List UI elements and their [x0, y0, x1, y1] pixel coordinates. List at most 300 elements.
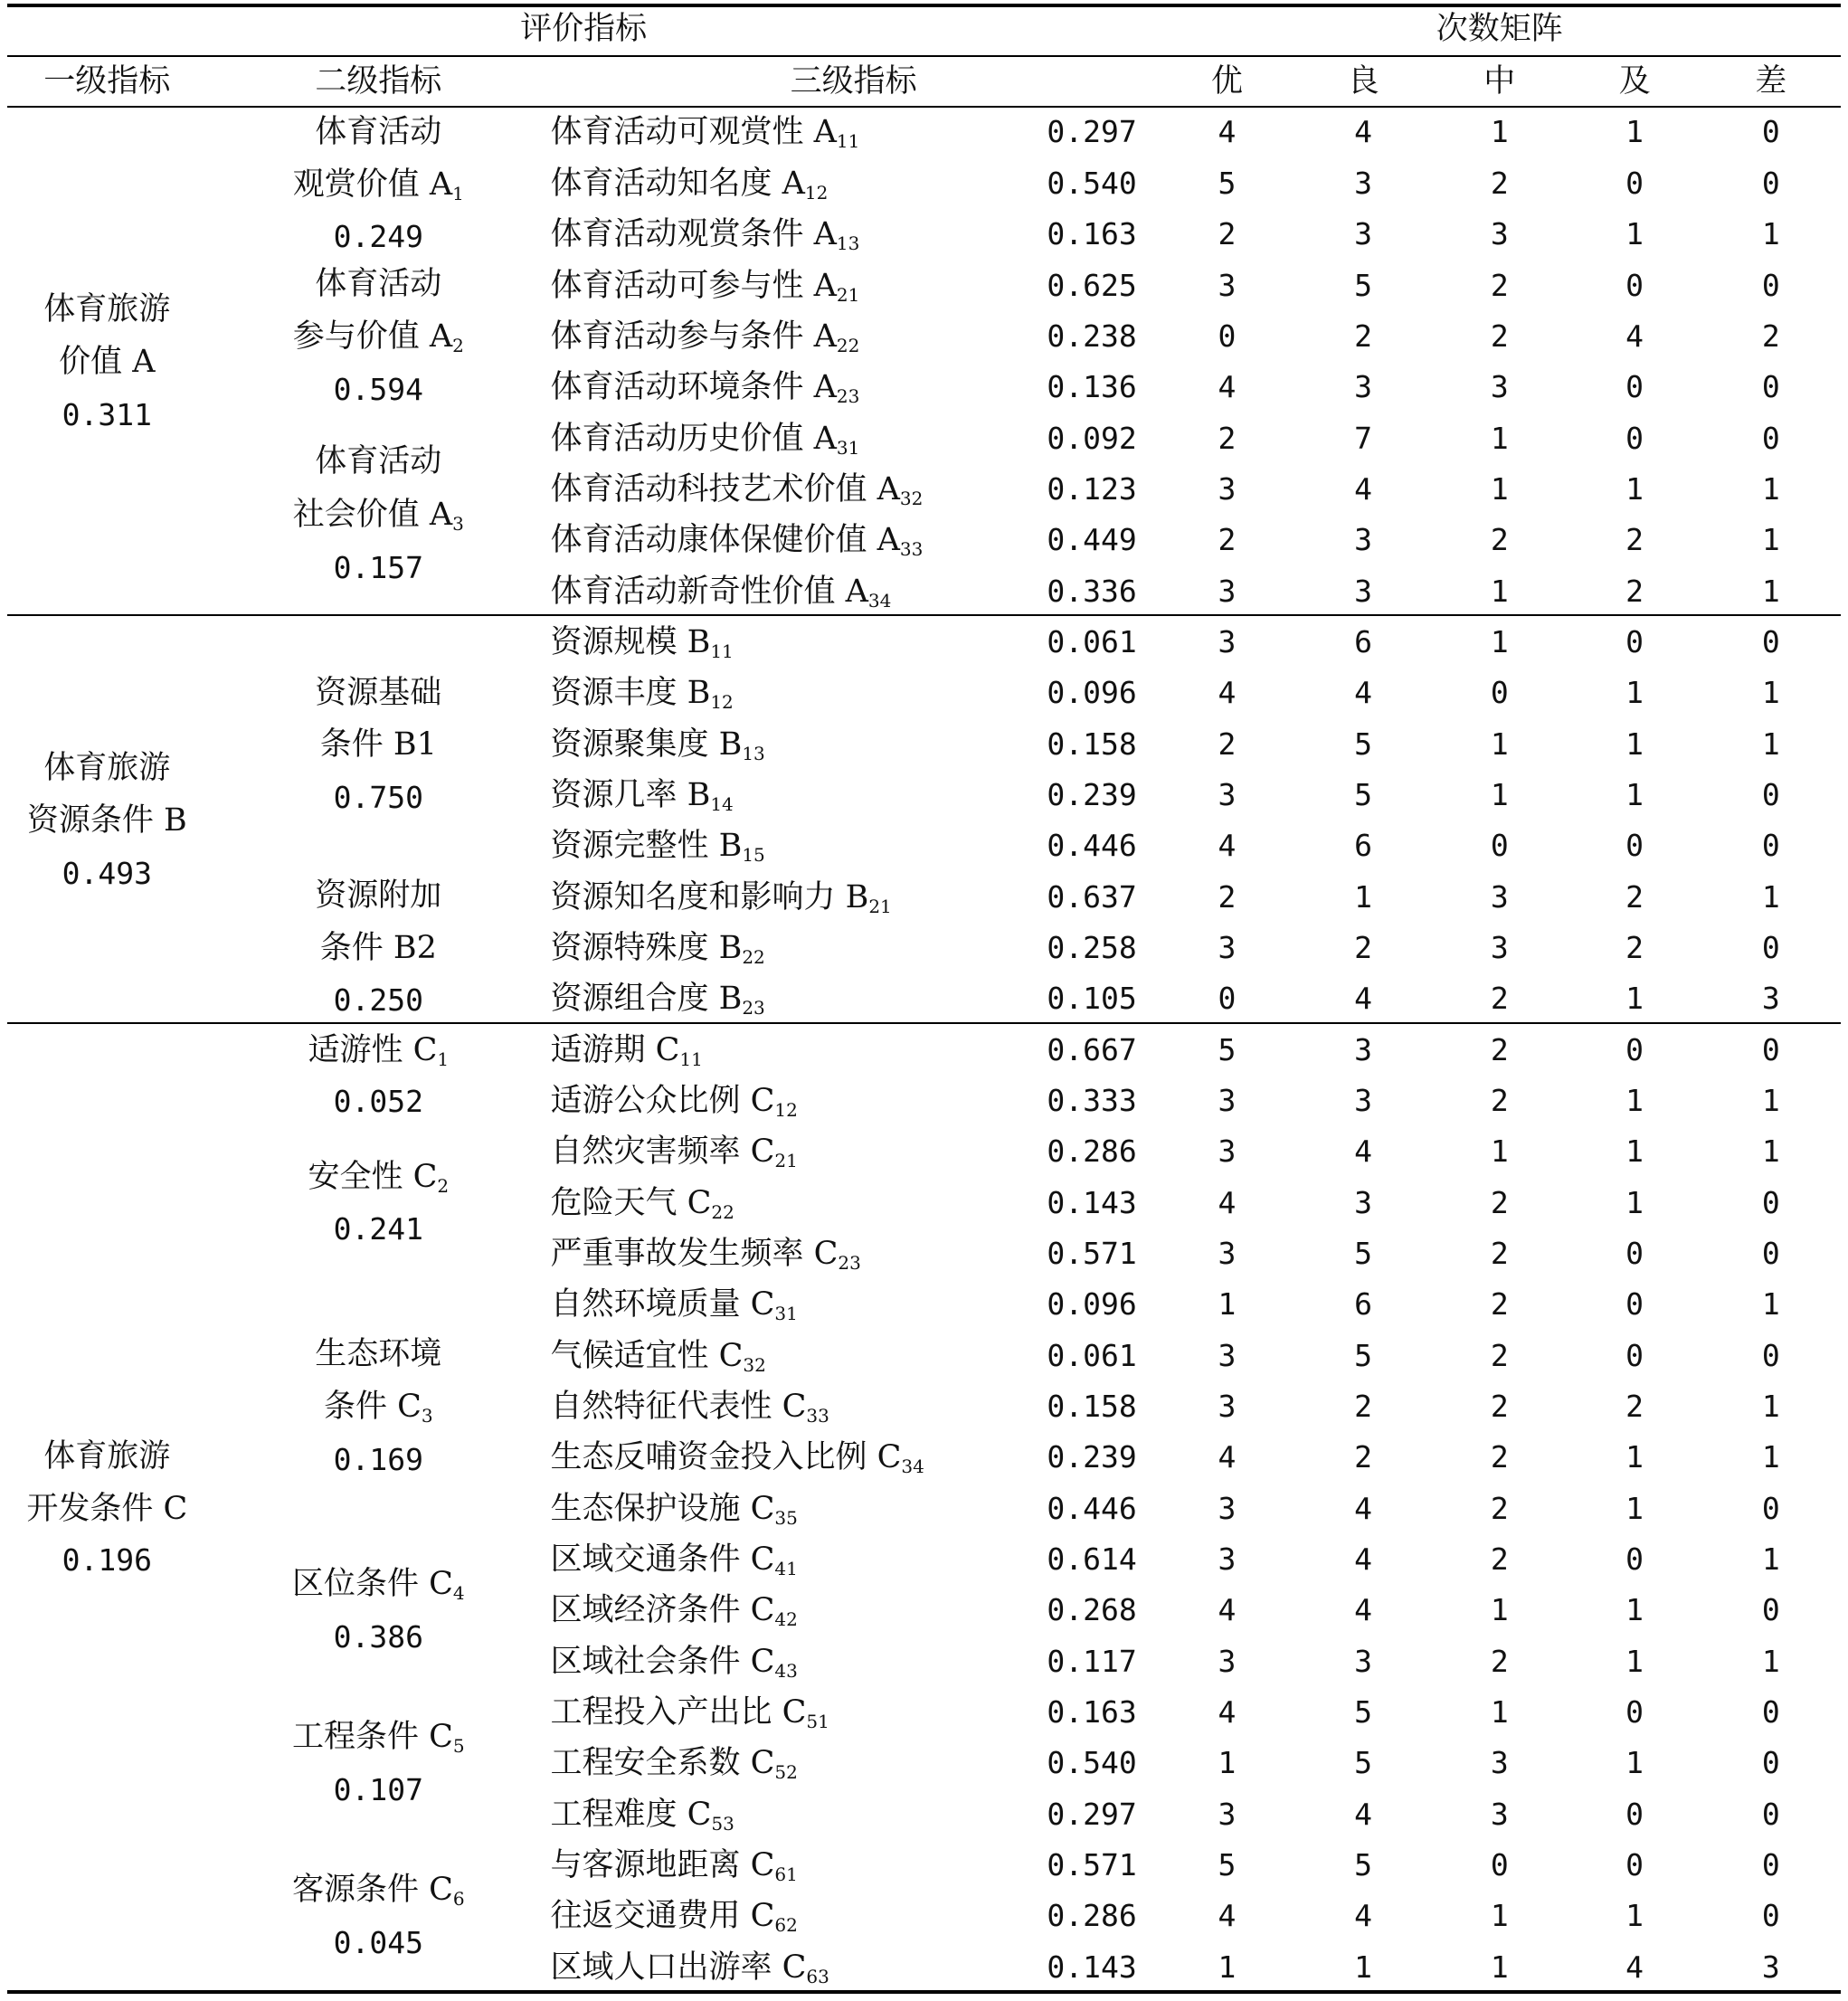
frequency-count: 1	[1490, 1592, 1509, 1628]
frequency-count: 0	[1625, 1694, 1644, 1731]
frequency-count: 5	[1354, 1694, 1373, 1731]
indicator-name: 资源特殊度 $B_{22}$	[550, 929, 765, 968]
frequency-count: 6	[1354, 828, 1373, 864]
frequency-count: 3	[1354, 1031, 1373, 1067]
frequency-count: 2	[1490, 1286, 1509, 1323]
level2-indicator: 0.250	[333, 982, 423, 1018]
indicator-name: 气候适宜性 $C_{32}$	[550, 1337, 766, 1376]
level2-indicator: 0.241	[333, 1211, 423, 1247]
frequency-count: 2	[1625, 878, 1644, 915]
frequency-count: 0	[1625, 267, 1644, 303]
subscript: 32	[899, 487, 924, 509]
subscript: 42	[774, 1608, 798, 1631]
indicator-weight: 0.123	[1047, 470, 1137, 507]
level1-indicator: 0.493	[62, 856, 152, 892]
indicator-weight: 0.336	[1047, 573, 1137, 609]
subscript: 51	[806, 1711, 829, 1733]
frequency-count: 1	[1490, 114, 1509, 150]
indicator-name: 资源知名度和影响力 $B_{21}$	[550, 878, 892, 917]
subscript: 1	[452, 183, 464, 205]
indicator-name: 生态保护设施 $C_{35}$	[550, 1490, 798, 1529]
frequency-count: 1	[1761, 470, 1780, 507]
indicator-weight: 0.061	[1047, 1337, 1137, 1373]
indicator-weight: 0.163	[1047, 216, 1137, 252]
frequency-count: 0	[1490, 1847, 1509, 1883]
frequency-count: 5	[1354, 1337, 1373, 1373]
frequency-count: 2	[1625, 1388, 1644, 1424]
indicator-name: 自然灾害频率 $C_{21}$	[550, 1133, 798, 1172]
frequency-count: 0	[1761, 1847, 1780, 1883]
indicator-name: 体育活动新奇性价值 $A_{34}$	[550, 573, 892, 612]
header-rule	[7, 106, 1841, 108]
level2-indicator: 适游性 $C_1$	[308, 1031, 450, 1070]
frequency-count: 3	[1490, 929, 1509, 965]
frequency-count: 0	[1761, 1031, 1780, 1067]
frequency-count: 1	[1218, 1745, 1237, 1781]
subscript: 1	[437, 1048, 450, 1070]
frequency-count: 6	[1354, 623, 1373, 659]
frequency-count: 2	[1218, 522, 1237, 558]
frequency-count: 2	[1761, 318, 1780, 354]
level2-indicator: 0.045	[333, 1924, 423, 1960]
frequency-count: 0	[1761, 623, 1780, 659]
subscript: 3	[421, 1404, 433, 1427]
frequency-count: 0	[1218, 318, 1237, 354]
subscript: 15	[742, 844, 765, 867]
indicator-name: 往返交通费用 $C_{62}$	[550, 1898, 798, 1937]
frequency-count: 1	[1490, 470, 1509, 507]
frequency-count: 2	[1490, 1643, 1509, 1679]
frequency-count: 0	[1761, 1898, 1780, 1934]
frequency-count: 2	[1490, 1388, 1509, 1424]
frequency-count: 4	[1218, 114, 1237, 150]
indicator-name: 工程难度 $C_{53}$	[550, 1796, 734, 1835]
indicator-weight: 0.105	[1047, 981, 1137, 1017]
frequency-count: 5	[1218, 1031, 1237, 1067]
indicator-weight: 0.092	[1047, 420, 1137, 456]
frequency-count: 1	[1761, 725, 1780, 762]
frequency-count: 1	[1354, 878, 1373, 915]
frequency-count: 1	[1490, 420, 1509, 456]
frequency-count: 3	[1354, 1643, 1373, 1679]
level2-indicator: 体育活动	[315, 114, 442, 151]
indicator-weight: 0.446	[1047, 828, 1137, 864]
indicator-weight: 0.614	[1047, 1541, 1137, 1577]
indicator-weight: 0.637	[1047, 878, 1137, 915]
level2-indicator: 客源条件 $C_6$	[291, 1871, 465, 1910]
header-evaluation-index: 评价指标	[520, 11, 648, 48]
frequency-count: 1	[1218, 1286, 1237, 1323]
frequency-count: 0	[1625, 420, 1644, 456]
frequency-count: 3	[1354, 573, 1373, 609]
frequency-count: 3	[1218, 1796, 1237, 1832]
frequency-count: 0	[1761, 1745, 1780, 1781]
frequency-count: 0	[1490, 675, 1509, 711]
frequency-count: 0	[1761, 267, 1780, 303]
indicator-weight: 0.163	[1047, 1694, 1137, 1731]
level2-indicator: 0.169	[333, 1442, 423, 1478]
subscript: 12	[710, 691, 734, 714]
indicator-weight: 0.446	[1047, 1490, 1137, 1526]
frequency-count: 1	[1625, 981, 1644, 1017]
frequency-count: 5	[1354, 725, 1373, 762]
frequency-count: 0	[1218, 981, 1237, 1017]
subscript: 62	[774, 1914, 798, 1937]
level2-indicator: 0.594	[333, 372, 423, 407]
subscript: 12	[774, 1098, 798, 1121]
frequency-count: 3	[1218, 1490, 1237, 1526]
subscript: 53	[711, 1812, 734, 1835]
header-grade: 差	[1755, 63, 1787, 100]
indicator-weight: 0.061	[1047, 623, 1137, 659]
frequency-count: 0	[1761, 1592, 1780, 1628]
indicator-weight: 0.286	[1047, 1133, 1137, 1170]
subscript: 2	[452, 334, 464, 356]
frequency-count: 1	[1490, 623, 1509, 659]
frequency-count: 1	[1218, 1949, 1237, 1985]
frequency-count: 1	[1354, 1949, 1373, 1985]
indicator-name: 体育活动历史价值 $A_{31}$	[550, 420, 860, 459]
frequency-count: 4	[1354, 470, 1373, 507]
indicator-name: 工程投入产出比 $C_{51}$	[550, 1694, 829, 1733]
indicator-weight: 0.625	[1047, 267, 1137, 303]
frequency-count: 3	[1490, 369, 1509, 405]
indicator-name: 严重事故发生频率 $C_{23}$	[550, 1235, 861, 1274]
frequency-count: 4	[1218, 828, 1237, 864]
indicator-name: 体育活动观赏条件 $A_{13}$	[550, 216, 860, 255]
frequency-count: 4	[1218, 1592, 1237, 1628]
frequency-count: 5	[1354, 1745, 1373, 1781]
frequency-count: 4	[1354, 114, 1373, 150]
level2-indicator: 0.386	[333, 1618, 423, 1655]
frequency-count: 0	[1761, 1694, 1780, 1731]
frequency-count: 2	[1354, 1439, 1373, 1475]
bottom-rule	[7, 1990, 1841, 1994]
frequency-count: 2	[1490, 522, 1509, 558]
indicator-weight: 0.096	[1047, 675, 1137, 711]
frequency-count: 0	[1761, 1184, 1780, 1220]
frequency-count: 2	[1218, 420, 1237, 456]
frequency-count: 2	[1490, 1235, 1509, 1271]
frequency-count: 3	[1354, 216, 1373, 252]
indicator-weight: 0.571	[1047, 1235, 1137, 1271]
frequency-count: 2	[1490, 1541, 1509, 1577]
frequency-count: 2	[1490, 1031, 1509, 1067]
frequency-count: 2	[1490, 318, 1509, 354]
subscript: 23	[838, 1251, 861, 1274]
frequency-count: 2	[1354, 1388, 1373, 1424]
indicator-name: 工程安全系数 $C_{52}$	[550, 1745, 798, 1784]
subscript: 22	[742, 945, 765, 968]
frequency-count: 0	[1761, 1235, 1780, 1271]
frequency-count: 0	[1761, 420, 1780, 456]
header-level1: 一级指标	[43, 63, 171, 100]
frequency-count: 3	[1218, 1388, 1237, 1424]
frequency-count: 2	[1218, 725, 1237, 762]
indicator-weight: 0.239	[1047, 1439, 1137, 1475]
frequency-count: 1	[1490, 1133, 1509, 1170]
frequency-count: 7	[1354, 420, 1373, 456]
subscript: 13	[836, 232, 860, 255]
frequency-count: 0	[1625, 1235, 1644, 1271]
level1-indicator: 体育旅游	[43, 1437, 171, 1475]
frequency-count: 1	[1761, 1388, 1780, 1424]
frequency-count: 3	[1354, 165, 1373, 201]
frequency-count: 0	[1761, 1337, 1780, 1373]
frequency-count: 2	[1490, 267, 1509, 303]
level2-indicator: 安全性 $C_2$	[308, 1159, 450, 1198]
level2-indicator: 0.249	[333, 218, 423, 254]
frequency-count: 1	[1761, 1643, 1780, 1679]
frequency-count: 0	[1625, 369, 1644, 405]
indicator-weight: 0.238	[1047, 318, 1137, 354]
indicator-name: 自然环境质量 $C_{31}$	[550, 1286, 798, 1325]
subscript: 34	[867, 589, 892, 612]
level1-indicator: 开发条件 C	[26, 1490, 188, 1527]
frequency-count: 2	[1218, 216, 1237, 252]
frequency-count: 3	[1354, 1082, 1373, 1118]
frequency-count: 3	[1218, 1133, 1237, 1170]
level1-indicator: 体育旅游	[43, 750, 171, 787]
subscript: 21	[836, 283, 860, 306]
frequency-count: 2	[1625, 929, 1644, 965]
level2-indicator: 参与价值 $A_2$	[292, 318, 464, 356]
frequency-count: 0	[1761, 165, 1780, 201]
indicator-weight: 0.268	[1047, 1592, 1137, 1628]
indicator-name: 资源组合度 $B_{23}$	[550, 981, 765, 1019]
frequency-count: 2	[1490, 1490, 1509, 1526]
level2-indicator: 体育活动	[315, 442, 442, 479]
frequency-count: 4	[1218, 675, 1237, 711]
level2-indicator: 资源附加	[315, 877, 442, 915]
frequency-count: 1	[1761, 1082, 1780, 1118]
indicator-name: 资源聚集度 $B_{13}$	[550, 725, 765, 764]
indicator-weight: 0.540	[1047, 165, 1137, 201]
indicator-weight: 0.136	[1047, 369, 1137, 405]
subscript: 52	[774, 1761, 798, 1784]
frequency-count: 5	[1354, 1847, 1373, 1883]
subscript: 41	[774, 1558, 798, 1579]
frequency-count: 2	[1490, 1439, 1509, 1475]
indicator-weight: 0.143	[1047, 1949, 1137, 1985]
frequency-count: 1	[1625, 216, 1644, 252]
frequency-count: 4	[1625, 318, 1644, 354]
frequency-count: 1	[1625, 114, 1644, 150]
frequency-count: 2	[1490, 1184, 1509, 1220]
subscript: 6	[452, 1887, 465, 1910]
subscript: 33	[806, 1404, 829, 1427]
indicator-weight: 0.158	[1047, 725, 1137, 762]
frequency-count: 0	[1490, 828, 1509, 864]
frequency-count: 4	[1625, 1949, 1644, 1985]
level2-indicator: 条件 B2	[319, 929, 437, 966]
frequency-count: 2	[1490, 981, 1509, 1017]
frequency-count: 4	[1218, 1439, 1237, 1475]
indicator-name: 体育活动可观赏性 $A_{11}$	[550, 114, 860, 153]
indicator-name: 区域人口出游率 $C_{63}$	[550, 1949, 829, 1987]
frequency-count: 0	[1761, 114, 1780, 150]
frequency-count: 1	[1761, 1133, 1780, 1170]
frequency-count: 5	[1218, 1847, 1237, 1883]
indicator-weight: 0.540	[1047, 1745, 1137, 1781]
indicator-name: 体育活动环境条件 $A_{23}$	[550, 369, 860, 408]
header-grade: 良	[1347, 63, 1379, 100]
frequency-count: 4	[1354, 981, 1373, 1017]
subscript: 13	[742, 742, 765, 764]
frequency-count: 1	[1490, 725, 1509, 762]
level2-indicator: 区位条件 $C_4$	[291, 1565, 465, 1604]
header-grade: 优	[1210, 63, 1243, 100]
frequency-count: 4	[1354, 1796, 1373, 1832]
subscript: 21	[868, 895, 892, 917]
frequency-count: 0	[1761, 776, 1780, 812]
frequency-count: 1	[1625, 776, 1644, 812]
level2-indicator: 0.052	[333, 1084, 423, 1120]
top-rule	[7, 4, 1841, 7]
subscript: 61	[774, 1863, 798, 1886]
group-header-rule	[7, 55, 1841, 57]
frequency-count: 3	[1218, 776, 1237, 812]
level2-indicator: 条件 $C_3$	[323, 1388, 433, 1427]
level2-indicator: 观赏价值 $A_1$	[292, 166, 464, 205]
frequency-count: 1	[1625, 1592, 1644, 1628]
frequency-count: 0	[1761, 1796, 1780, 1832]
frequency-count: 6	[1354, 1286, 1373, 1323]
subscript: 23	[742, 997, 765, 1019]
level2-indicator: 社会价值 $A_3$	[292, 497, 464, 536]
frequency-count: 1	[1761, 878, 1780, 915]
frequency-count: 5	[1354, 776, 1373, 812]
frequency-count: 4	[1218, 1694, 1237, 1731]
subscript: 11	[710, 640, 734, 662]
indicator-name: 区域社会条件 $C_{43}$	[550, 1643, 798, 1682]
frequency-count: 4	[1218, 1184, 1237, 1220]
frequency-count: 1	[1625, 1898, 1644, 1934]
indicator-weight: 0.143	[1047, 1184, 1137, 1220]
frequency-count: 3	[1490, 1745, 1509, 1781]
frequency-count: 2	[1354, 318, 1373, 354]
frequency-count: 1	[1625, 1643, 1644, 1679]
level2-indicator: 体育活动	[315, 266, 442, 303]
indicator-name: 区域交通条件 $C_{41}$	[550, 1541, 798, 1579]
frequency-count: 4	[1354, 1541, 1373, 1577]
section-a-rule	[7, 614, 1841, 616]
indicator-name: 生态反哺资金投入比例 $C_{34}$	[550, 1439, 924, 1478]
level2-indicator: 0.157	[333, 550, 423, 586]
indicator-name: 体育活动科技艺术价值 $A_{32}$	[550, 470, 924, 509]
frequency-count: 3	[1218, 1235, 1237, 1271]
indicator-weight: 0.297	[1047, 114, 1137, 150]
frequency-count: 1	[1490, 1949, 1509, 1985]
subscript: 31	[836, 436, 860, 459]
frequency-count: 0	[1625, 1541, 1644, 1577]
frequency-count: 4	[1218, 1898, 1237, 1934]
level1-indicator: 资源条件 B	[26, 802, 187, 839]
frequency-count: 1	[1761, 1541, 1780, 1577]
indicator-weight: 0.449	[1047, 522, 1137, 558]
frequency-count: 2	[1625, 573, 1644, 609]
frequency-count: 0	[1625, 1031, 1644, 1067]
frequency-count: 0	[1625, 1337, 1644, 1373]
subscript: 4	[452, 1581, 465, 1604]
frequency-count: 5	[1354, 267, 1373, 303]
subscript: 22	[711, 1200, 734, 1223]
section-b-rule	[7, 1022, 1841, 1024]
indicator-name: 与客源地距离 $C_{61}$	[550, 1847, 798, 1886]
subscript: 12	[804, 181, 829, 204]
frequency-count: 4	[1354, 1592, 1373, 1628]
frequency-count: 0	[1761, 1490, 1780, 1526]
frequency-count: 2	[1490, 1337, 1509, 1373]
frequency-count: 3	[1761, 981, 1780, 1017]
indicator-name: 体育活动康体保健价值 $A_{33}$	[550, 522, 924, 561]
frequency-count: 3	[1490, 216, 1509, 252]
indicator-weight: 0.258	[1047, 929, 1137, 965]
frequency-count: 0	[1625, 623, 1644, 659]
header-level2: 二级指标	[315, 63, 442, 100]
frequency-count: 4	[1354, 1490, 1373, 1526]
subscript: 21	[774, 1150, 798, 1172]
frequency-count: 3	[1218, 623, 1237, 659]
level1-indicator: 体育旅游	[43, 291, 171, 328]
frequency-count: 2	[1354, 929, 1373, 965]
indicator-name: 体育活动知名度 $A_{12}$	[550, 165, 829, 204]
level2-indicator: 生态环境	[315, 1336, 442, 1373]
frequency-count: 3	[1218, 1337, 1237, 1373]
indicator-name: 体育活动参与条件 $A_{22}$	[550, 318, 860, 356]
indicator-name: 适游期 $C_{11}$	[550, 1031, 703, 1070]
frequency-count: 3	[1218, 929, 1237, 965]
indicator-name: 资源几率 $B_{14}$	[550, 776, 734, 815]
level2-indicator: 条件 B1	[319, 725, 437, 763]
frequency-count: 1	[1625, 675, 1644, 711]
indicator-weight: 0.667	[1047, 1031, 1137, 1067]
frequency-count: 0	[1625, 1796, 1644, 1832]
frequency-count: 3	[1218, 573, 1237, 609]
level2-indicator: 资源基础	[315, 675, 442, 712]
frequency-count: 1	[1625, 1133, 1644, 1170]
indicator-name: 资源规模 $B_{11}$	[550, 623, 734, 662]
frequency-count: 4	[1354, 675, 1373, 711]
frequency-count: 0	[1761, 828, 1780, 864]
indicator-name: 资源丰度 $B_{12}$	[550, 675, 734, 714]
subscript: 43	[774, 1659, 798, 1682]
frequency-count: 3	[1354, 1184, 1373, 1220]
indicator-name: 体育活动可参与性 $A_{21}$	[550, 267, 860, 306]
level2-indicator: 0.750	[333, 779, 423, 815]
header-frequency-matrix: 次数矩阵	[1436, 11, 1563, 48]
frequency-count: 4	[1354, 1898, 1373, 1934]
subscript: 34	[901, 1456, 924, 1478]
frequency-count: 3	[1218, 1541, 1237, 1577]
subscript: 2	[437, 1175, 450, 1198]
level2-indicator: 工程条件 $C_5$	[291, 1718, 465, 1757]
frequency-count: 1	[1625, 725, 1644, 762]
frequency-count: 1	[1625, 1184, 1644, 1220]
frequency-count: 0	[1625, 1847, 1644, 1883]
subscript: 11	[679, 1048, 703, 1070]
frequency-count: 1	[1490, 1694, 1509, 1731]
indicator-name: 自然特征代表性 $C_{33}$	[550, 1388, 829, 1427]
indicator-name: 危险天气 $C_{22}$	[550, 1184, 734, 1223]
frequency-count: 0	[1625, 1286, 1644, 1323]
frequency-count: 2	[1490, 1082, 1509, 1118]
frequency-count: 3	[1218, 470, 1237, 507]
frequency-count: 3	[1490, 1796, 1509, 1832]
frequency-count: 1	[1761, 1439, 1780, 1475]
subscript: 3	[452, 513, 464, 536]
frequency-count: 1	[1761, 522, 1780, 558]
